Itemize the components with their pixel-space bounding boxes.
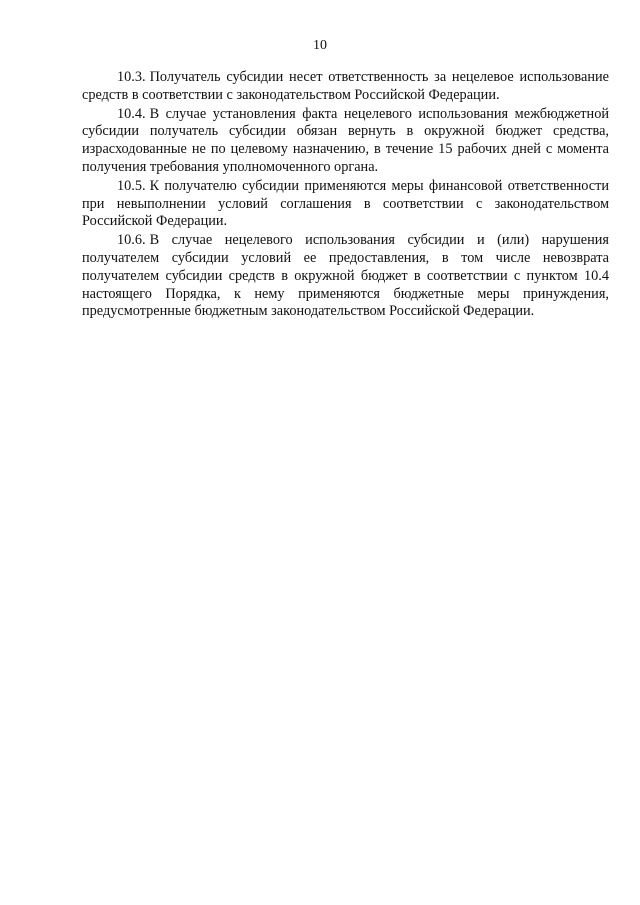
paragraph-number: 10.5.	[117, 177, 146, 194]
paragraph-text: К получателю субсидии применяются меры финансовой ответственности при невыполнении условий соглашения в соответствии с законодательством Российской Федерации.	[82, 177, 609, 230]
paragraph-text: Получатель субсидии несет ответственность за нецелевое использование средств в соответствии с законодательством Российской Федерации.	[82, 69, 609, 103]
paragraph-10-4	[82, 106, 609, 177]
document-body	[82, 69, 609, 322]
paragraph-10-3	[82, 69, 609, 105]
paragraph-number: 10.4.	[117, 105, 146, 122]
page-number: 10	[313, 38, 327, 53]
paragraph-text: В случае установления факта нецелевого использования межбюджетной субсидии получатель субсидии обязан вернуть в окружной бюджет средства, израсходованные не по целевому назначению, в течение 15 рабочих дней с момента получения требования уполномоченного органа.	[82, 105, 609, 175]
paragraph-10-5	[82, 178, 609, 231]
paragraph-text: В случае нецелевого использования субсидии и (или) нарушения получателем субсидии условий ее предоставления, в том числе невозврата получателем субсидии средств в окружной бюджет в соответствии с пунктом 10.4 настоящего Порядка, к нему применяются бюджетные меры принуждения, предусмотренные бюджетным законодательством Российской Федерации.	[82, 232, 609, 320]
paragraph-number: 10.6.	[117, 232, 146, 249]
paragraph-number: 10.3.	[117, 69, 146, 85]
paragraph-10-6	[82, 232, 609, 321]
